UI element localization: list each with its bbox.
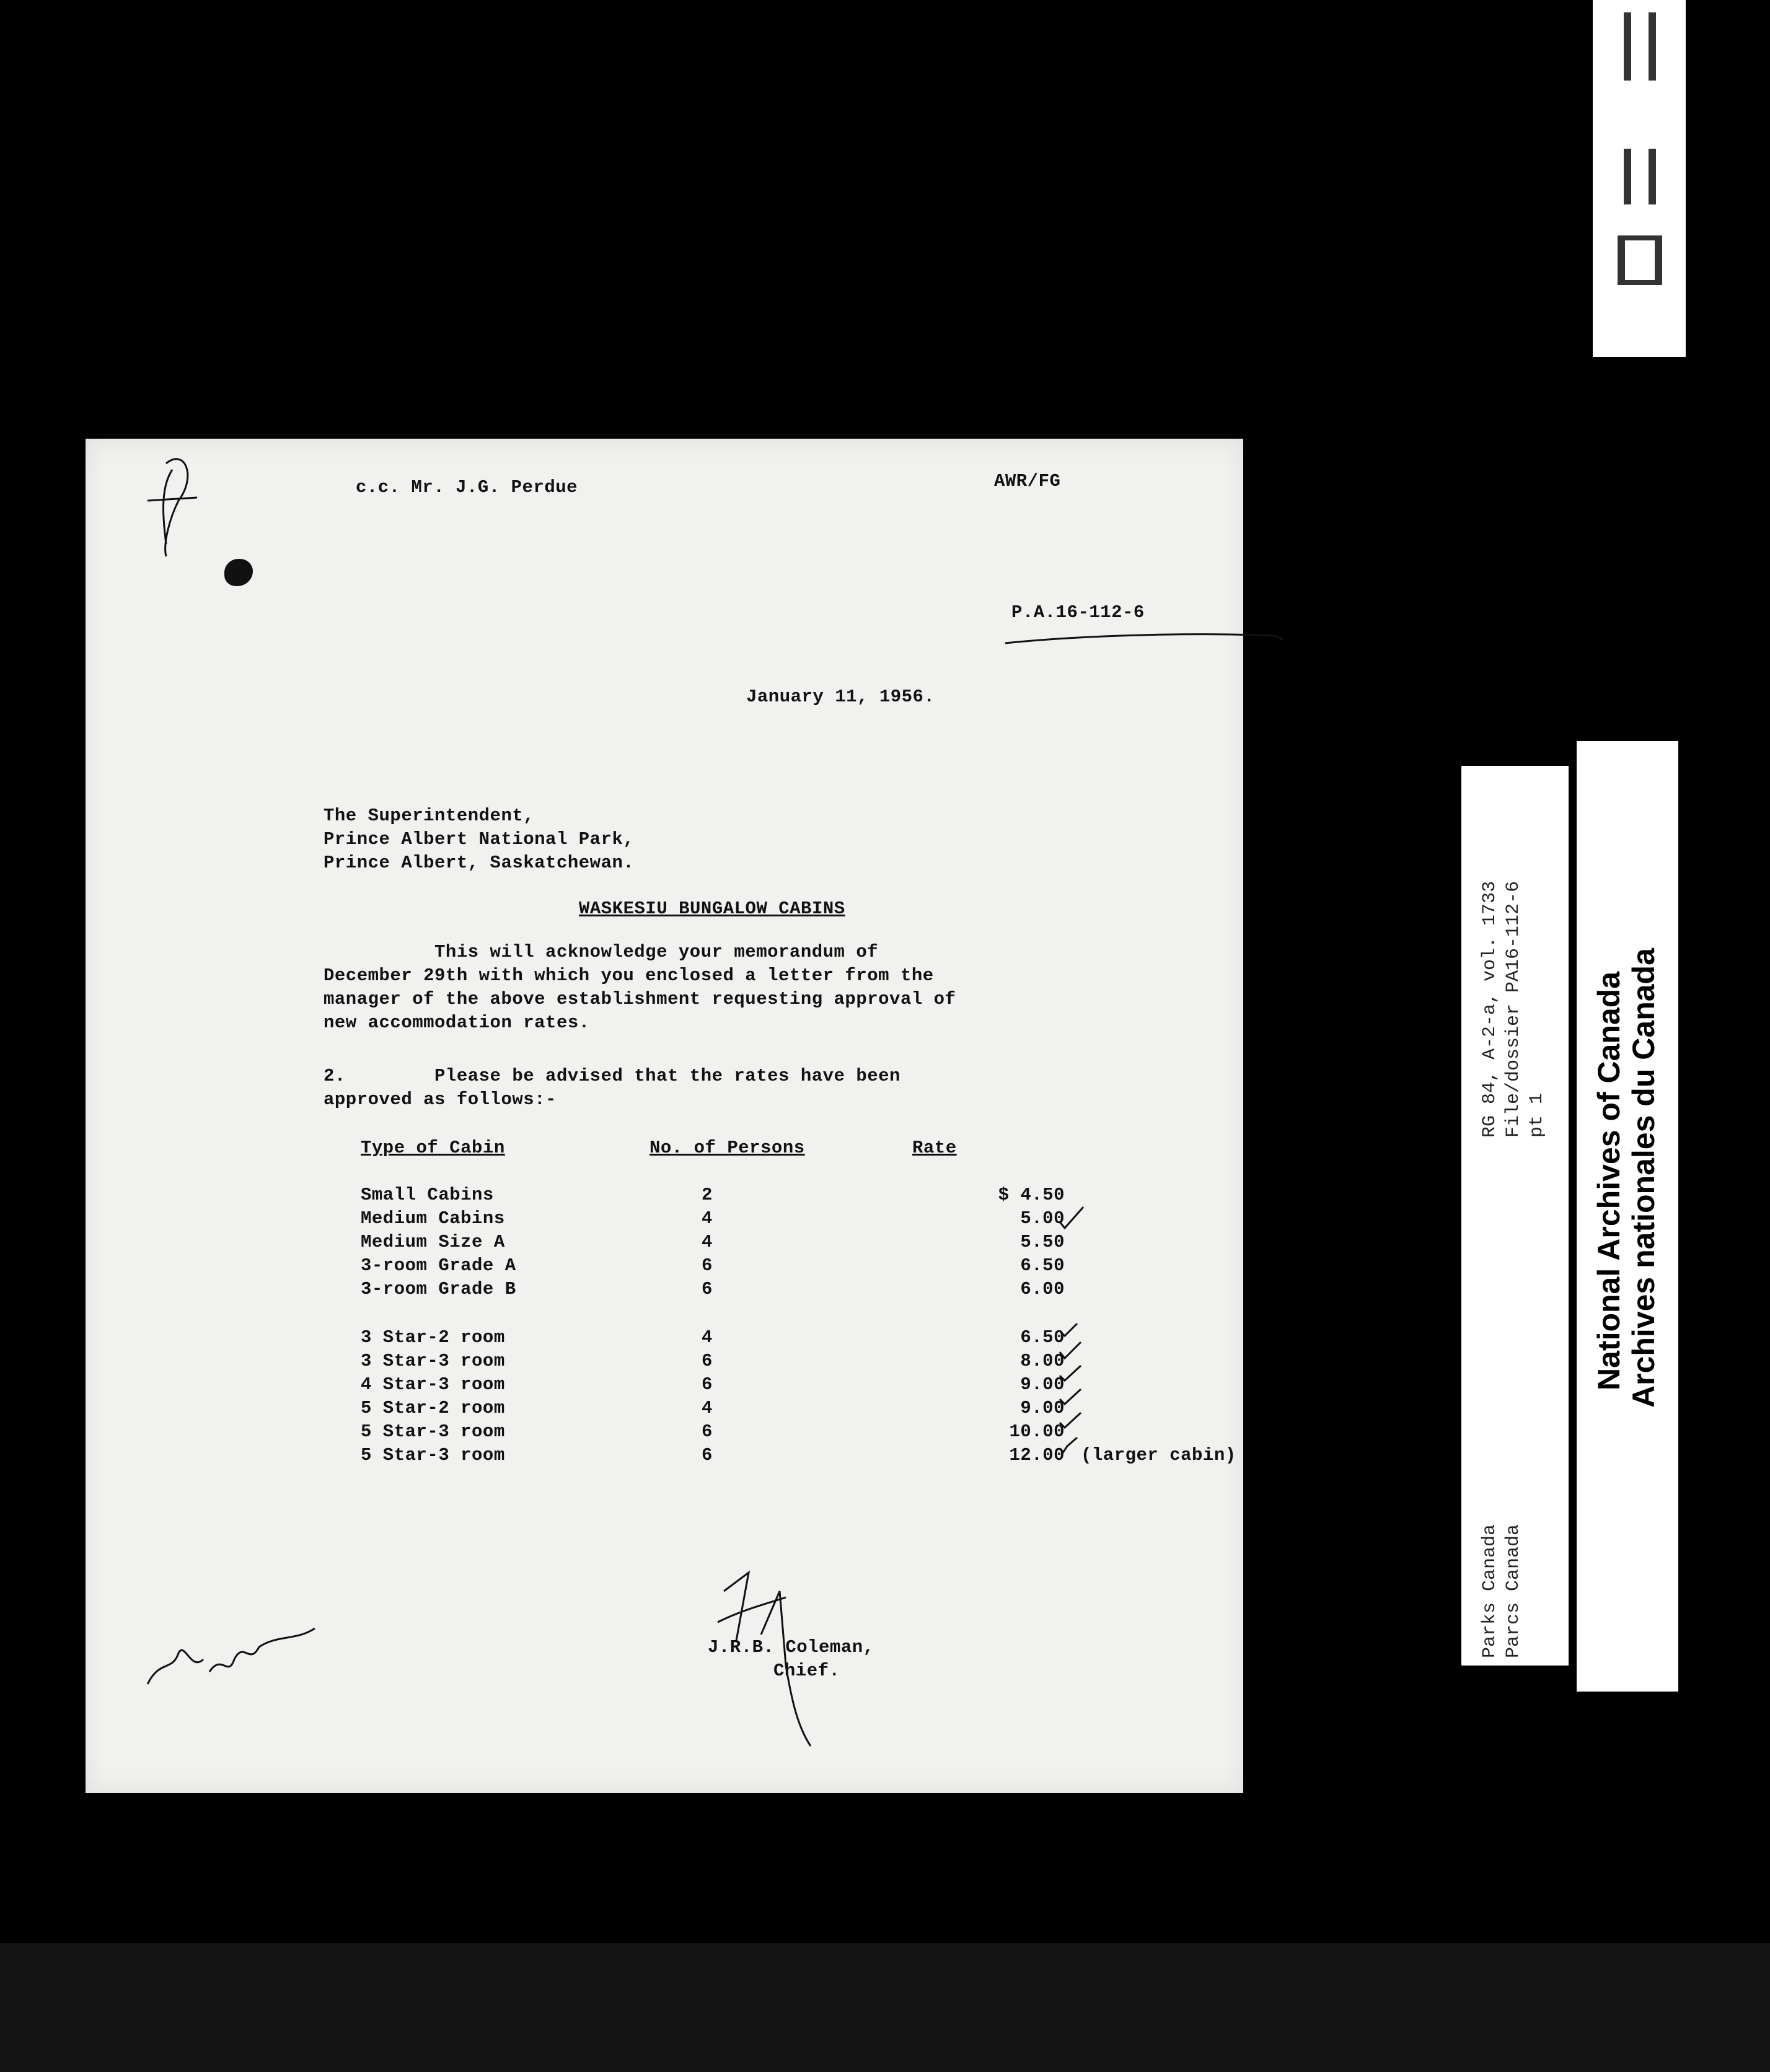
cell-persons: 6 [702, 1374, 713, 1395]
signatory-title: Chief. [773, 1661, 840, 1681]
cell-persons: 2 [702, 1185, 713, 1205]
file-number: P.A.16-112-6 [1011, 602, 1145, 623]
cell-persons: 4 [702, 1232, 713, 1252]
cell-persons: 6 [702, 1351, 713, 1371]
cell-type: 3 Star-3 room [361, 1351, 505, 1371]
para1-line-3: manager of the above establishment requesting approval of [324, 989, 956, 1009]
cell-persons: 6 [702, 1421, 713, 1442]
cell-type: 4 Star-3 room [361, 1374, 505, 1395]
department-fr: Parcs Canada [1503, 1524, 1524, 1658]
table-header-persons: No. of Persons [649, 1138, 805, 1158]
table-header-rate: Rate [912, 1138, 957, 1158]
archives-name-fr: Archives nationales du Canada [1626, 948, 1661, 1408]
cell-rate: $ 4.50 [998, 1185, 1065, 1205]
check-marks [1059, 1182, 1102, 1480]
para2-line-1: 2. Please be advised that the rates have been [324, 1066, 900, 1086]
margin-initials-bottom [135, 1604, 408, 1715]
cell-type: 3-room Grade B [361, 1279, 516, 1299]
cell-persons: 6 [702, 1445, 713, 1465]
cell-persons: 4 [702, 1327, 713, 1348]
table-header-type: Type of Cabin [361, 1138, 505, 1158]
cell-type: Medium Cabins [361, 1208, 505, 1229]
address-line-3: Prince Albert, Saskatchewan. [324, 853, 635, 873]
archive-ref-line-2: File/dossier PA16-112-6 [1503, 880, 1524, 1138]
national-archives-label [1577, 741, 1678, 1692]
archive-ref-line-1: RG 84, A-2-a, vol. 1733 [1479, 880, 1500, 1138]
subject-heading: WASKESIU BUNGALOW CABINS [579, 898, 845, 919]
cell-rate: 9.00 [1020, 1398, 1065, 1418]
cell-type: 5 Star-3 room [361, 1421, 505, 1442]
cell-type: Medium Size A [361, 1232, 505, 1252]
cell-rate: 5.00 [1020, 1208, 1065, 1229]
cell-rate: 8.00 [1020, 1351, 1065, 1371]
cell-persons: 4 [702, 1208, 713, 1229]
archive-ref-line-3: pt 1 [1526, 1092, 1548, 1138]
archive-reference-label [1461, 766, 1569, 1666]
cell-persons: 4 [702, 1398, 713, 1418]
cell-type: 5 Star-3 room [361, 1445, 505, 1465]
film-bottom-strip [0, 1943, 1770, 2072]
cell-type: 5 Star-2 room [361, 1398, 505, 1418]
ink-blot [224, 559, 253, 586]
cell-rate: 5.50 [1020, 1232, 1065, 1252]
reference-initials: AWR/FG [994, 471, 1061, 491]
cc-line: c.c. Mr. J.G. Perdue [356, 477, 578, 498]
signatory-name: J.R.B. Coleman, [708, 1637, 874, 1657]
cell-type: 3 Star-2 room [361, 1327, 505, 1348]
margin-initial-mark [135, 451, 209, 563]
cell-rate: 12.00 [1009, 1445, 1065, 1465]
handwritten-signature [699, 1566, 835, 1765]
film-frame-label [1593, 0, 1686, 357]
archives-name-en: National Archives of Canada [1592, 971, 1626, 1390]
cell-type: 3-room Grade A [361, 1255, 516, 1276]
larger-cabin-note: (larger cabin) [1081, 1445, 1236, 1465]
para1-line-1: This will acknowledge your memorandum of [324, 942, 879, 962]
para1-line-4: new accommodation rates. [324, 1012, 590, 1033]
file-number-underline [1003, 625, 1288, 649]
cell-rate: 10.00 [1009, 1421, 1065, 1442]
cell-rate: 6.50 [1020, 1255, 1065, 1276]
letter-date: January 11, 1956. [746, 687, 935, 707]
cell-type: Small Cabins [361, 1185, 494, 1205]
cell-persons: 6 [702, 1255, 713, 1276]
cell-persons: 6 [702, 1279, 713, 1299]
address-line-2: Prince Albert National Park, [324, 829, 635, 849]
para1-line-2: December 29th with which you enclosed a letter from the [324, 965, 934, 986]
cell-rate: 6.00 [1020, 1279, 1065, 1299]
cell-rate: 6.50 [1020, 1327, 1065, 1348]
address-line-1: The Superintendent, [324, 806, 535, 826]
para2-line-2: approved as follows:- [324, 1089, 557, 1110]
frame-number-marks [1593, 0, 1686, 357]
department-en: Parks Canada [1479, 1524, 1500, 1658]
cell-rate: 9.00 [1020, 1374, 1065, 1395]
letter-page [86, 439, 1243, 1793]
